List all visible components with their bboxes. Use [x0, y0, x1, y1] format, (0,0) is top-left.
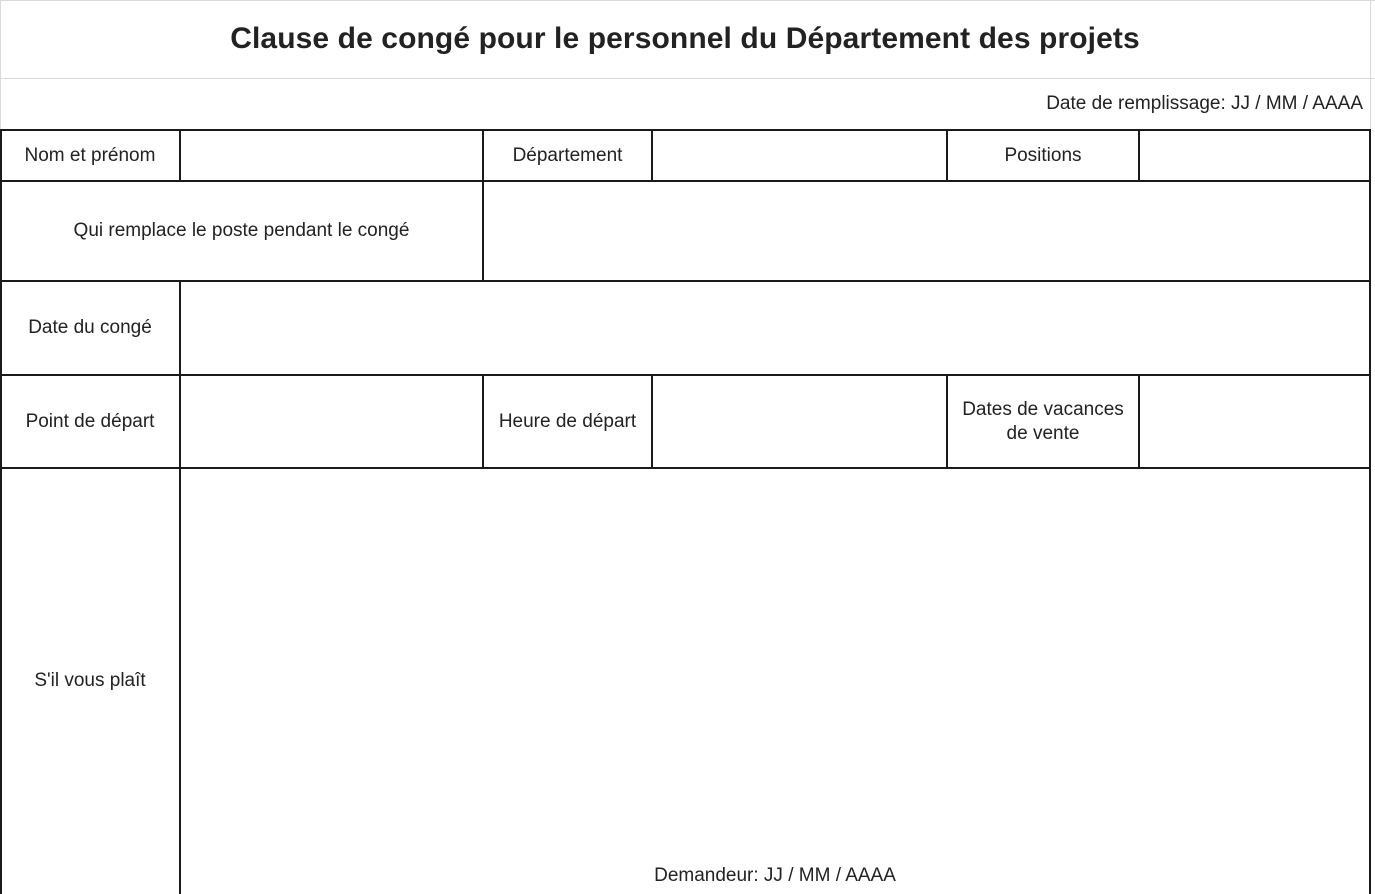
fill-date-text: Date de remplissage: JJ / MM / AAAA [1046, 93, 1363, 114]
sales-holiday-dates-field[interactable] [1139, 375, 1370, 468]
table-border-col4-row4 [946, 374, 948, 468]
departure-point-label: Point de départ [25, 410, 155, 432]
name-field[interactable] [180, 130, 483, 181]
table-border-col3-row1 [651, 129, 653, 181]
positions-field[interactable] [1139, 130, 1370, 181]
sales-holiday-dates-label: Dates de vacances de vente [962, 398, 1124, 444]
departure-time-field[interactable] [652, 375, 947, 468]
departure-point-field[interactable] [180, 375, 483, 468]
grid-line-right [1370, 0, 1371, 130]
leave-date-field[interactable] [180, 281, 1370, 375]
table-border-col4-row1 [946, 129, 948, 181]
table-border-col2-row4 [482, 374, 484, 468]
table-border-h3 [0, 280, 1371, 282]
table-border-right [1369, 129, 1371, 894]
table-border-h4 [0, 374, 1371, 376]
name-label: Nom et prénom [24, 144, 156, 166]
department-label: Département [512, 144, 623, 166]
please-label: S'il vous plaît [34, 670, 146, 691]
table-border-col2-rows12 [482, 129, 484, 281]
table-border-col1-rows345 [179, 280, 181, 894]
table-border-left [0, 129, 2, 894]
table-border-col1-row1 [179, 129, 181, 181]
table-border-h5 [0, 467, 1371, 469]
table-border-col3-row4 [651, 374, 653, 468]
grid-line-title-bottom [0, 78, 1375, 79]
table-border-col5-row4 [1138, 374, 1140, 468]
please-field[interactable] [180, 468, 1370, 858]
replacement-label: Qui remplace le poste pendant le congé [73, 220, 410, 241]
table-border-col5-row1 [1138, 129, 1140, 181]
table-border-h1 [0, 129, 1371, 131]
table-border-h2 [0, 180, 1371, 182]
leave-date-label: Date du congé [28, 317, 152, 338]
page-title: Clause de congé pour le personnel du Département des projets [230, 22, 1140, 55]
department-field[interactable] [652, 130, 947, 181]
requester-signature-date: Demandeur: JJ / MM / AAAA [654, 865, 896, 886]
positions-label: Positions [1004, 144, 1082, 166]
departure-time-label: Heure de départ [498, 410, 637, 432]
replacement-field[interactable] [483, 181, 1370, 281]
